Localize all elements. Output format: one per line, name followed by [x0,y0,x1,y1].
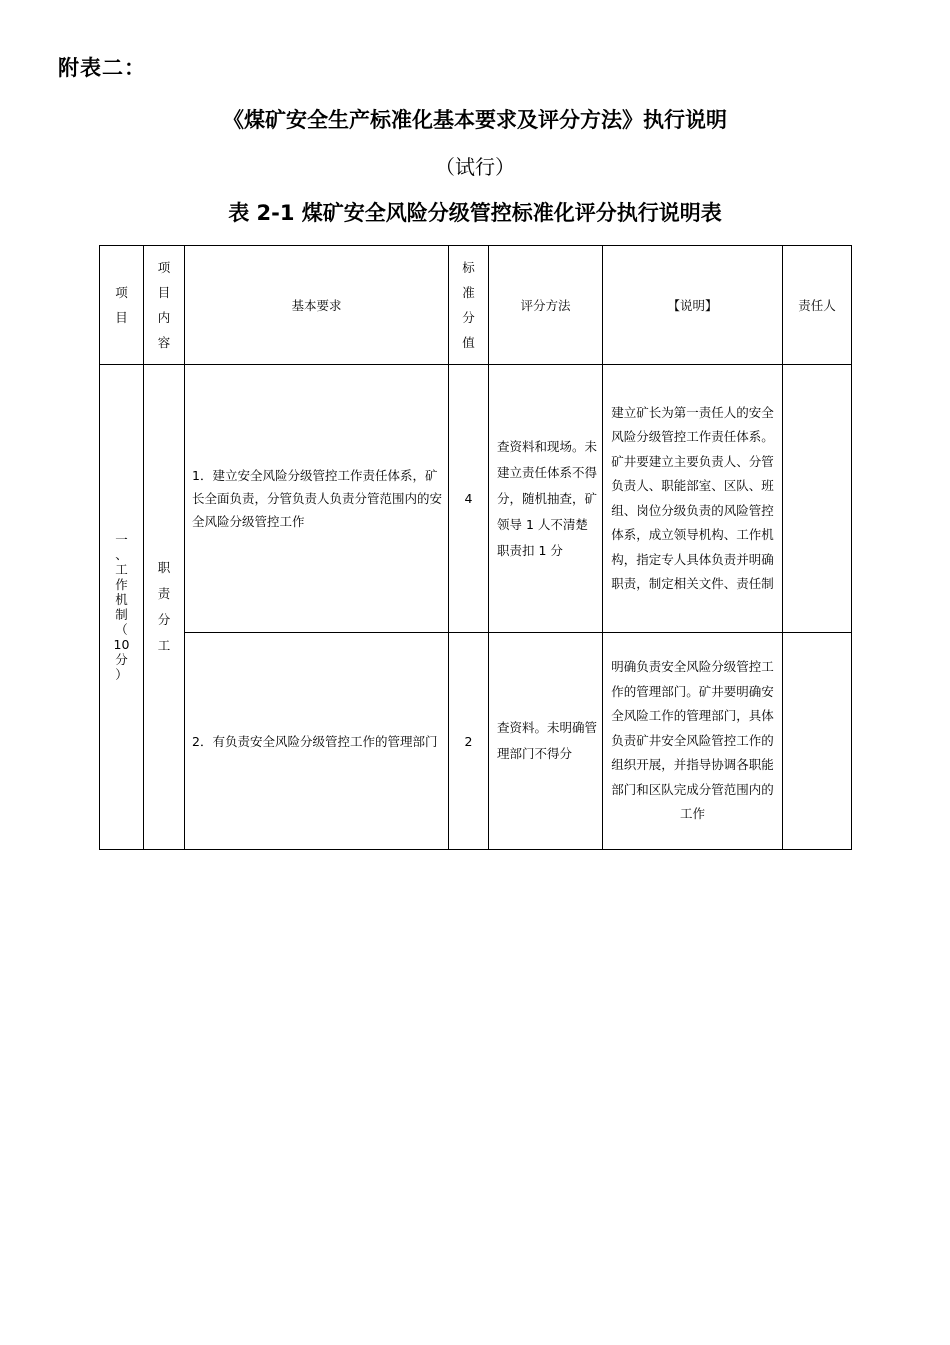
header-item [100,246,144,365]
method-cell: 查资料和现场。未建立责任体系不得分，随机抽查，矿领导 1 人不清楚职责扣 1 分 [489,365,603,633]
score-cell: 4 [449,365,489,633]
responsible-cell [783,633,852,850]
header-content [144,246,185,365]
requirement-cell: 1．建立安全风险分级管控工作责任体系，矿长全面负责，分管负责人负责分管范围内的安全风险分级管控工作 [185,365,449,633]
header-standard-score-text: 标 准 分 值 [462,260,475,350]
score-cell: 2 [449,633,489,850]
table-header-row [100,246,852,365]
appendix-label: 附表二： [58,56,146,80]
responsible-cell [783,365,852,633]
explanation-cell: 建立矿长为第一责任人的安全风险分级管控工作责任体系。矿井要建立主要负责人、分管负责人、职能部室、区队、班组、岗位分级负责的风险管控体系，成立领导机构、工作机构，指定专人具体负责并明确职责，制定相关文件、责任制 [603,365,783,633]
header-standard-score [449,246,489,365]
header-scoring-method: 评分方法 [489,246,603,365]
header-basic-requirement: 基本要求 [185,246,449,365]
document-subtitle: （试行） [435,155,515,179]
method-cell: 查资料。未明确管理部门不得分 [489,633,603,850]
header-explanation: 【说明】 [603,246,783,365]
requirement-cell: 2．有负责安全风险分级管控工作的管理部门 [185,633,449,850]
table-row [100,633,852,850]
header-responsible: 责任人 [783,246,852,365]
header-item-text: 项 目 [115,285,128,325]
document-title: 《煤矿安全生产标准化基本要求及评分方法》执行说明 [223,108,727,132]
table-row [100,365,852,633]
group-item-cell [100,365,144,850]
header-content-text: 项 目 内 容 [157,260,171,350]
explanation-cell: 明确负责安全风险分级管控工作的管理部门。矿井要明确安全风险工作的管理部门，具体负责矿井安全风险管控工作的组织开展，并指导协调各职能部门和区队完成分管范围内的工作 [603,633,783,850]
scoring-table [99,245,852,850]
group-content-cell [144,365,185,850]
group-content-text: 职 责 分 工 [157,560,171,653]
group-item-text: 一 、 工 作 机 制 （ 10 分 ） [113,532,130,682]
table-title: 表 2-1 煤矿安全风险分级管控标准化评分执行说明表 [228,201,722,225]
